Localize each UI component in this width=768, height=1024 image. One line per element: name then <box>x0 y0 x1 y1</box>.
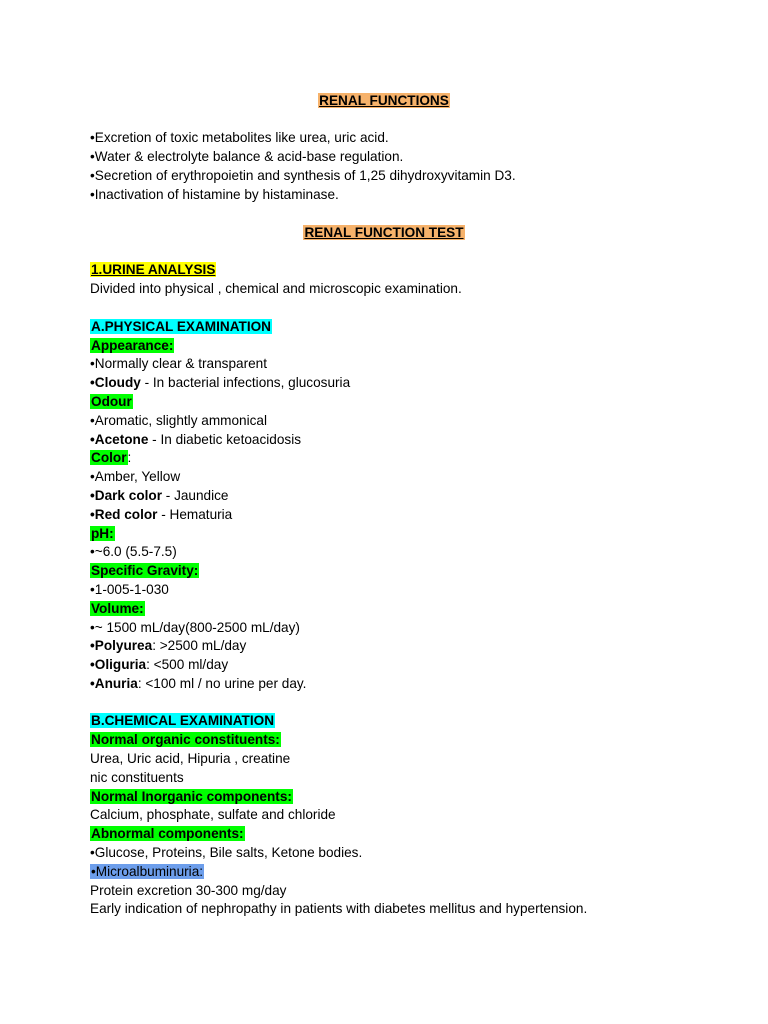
volume-item <box>90 637 246 655</box>
color-item <box>90 487 229 505</box>
physical-examination-heading-text: A.PHYSICAL EXAMINATION <box>91 319 272 334</box>
renal-function-test-title <box>0 224 768 242</box>
inorganic-components-label-text: Normal Inorganic components: <box>91 789 292 804</box>
volume-item <box>90 675 306 693</box>
chemical-examination-heading-text: B.CHEMICAL EXAMINATION <box>91 713 275 728</box>
abnormal-item: •Glucose, Proteins, Bile salts, Ketone bodies. <box>90 845 363 860</box>
organic-constituents-label <box>90 731 281 749</box>
urine-analysis-heading <box>90 261 216 279</box>
microalbuminuria-label <box>90 863 204 881</box>
abnormal-components-label <box>90 825 245 843</box>
odour-item <box>90 431 301 449</box>
appearance-term: •Cloudy <box>90 375 141 390</box>
volume-term: •Oliguria <box>90 657 147 672</box>
appearance-label-text: Appearance: <box>91 338 174 353</box>
volume-item: •~ 1500 mL/day(800-2500 mL/day) <box>90 620 300 635</box>
appearance-label <box>90 337 174 355</box>
color-item <box>90 506 232 524</box>
function-item: •Secretion of erythropoietin and synthesis of 1,25 dihydroxyvitamin D3. <box>90 168 516 183</box>
color-term: •Red color <box>90 507 158 522</box>
microalbuminuria-item: Early indication of nephropathy in patients with diabetes mellitus and hypertension. <box>90 901 588 916</box>
volume-desc: : >2500 mL/day <box>152 638 247 653</box>
ph-item: •~6.0 (5.5-7.5) <box>90 544 177 559</box>
microalbuminuria-label-text: •Microalbuminuria: <box>91 864 204 879</box>
organic-item: nic constituents <box>90 770 184 785</box>
renal-functions-title-text: RENAL FUNCTIONS <box>319 93 449 108</box>
organic-constituents-label-text: Normal organic constituents: <box>91 732 280 747</box>
ph-label <box>90 525 115 543</box>
appearance-item <box>90 374 350 392</box>
volume-item <box>90 656 228 674</box>
volume-desc: : <500 ml/day <box>146 657 229 672</box>
specific-gravity-label-text: Specific Gravity: <box>91 563 199 578</box>
urine-analysis-intro: Divided into physical , chemical and microscopic examination. <box>90 281 462 296</box>
color-label-text: Color <box>91 450 127 465</box>
physical-examination-heading <box>90 318 272 336</box>
microalbuminuria-item: Protein excretion 30-300 mg/day <box>90 883 287 898</box>
color-label <box>90 449 131 467</box>
inorganic-item: Calcium, phosphate, sulfate and chloride <box>90 807 336 822</box>
volume-desc: : <100 ml / no urine per day. <box>137 676 307 691</box>
appearance-desc: - In bacterial infections, glucosuria <box>140 375 351 390</box>
function-item: •Excretion of toxic metabolites like urea, uric acid. <box>90 130 389 145</box>
color-desc: - Jaundice <box>162 488 229 503</box>
urine-analysis-heading-text: 1.URINE ANALYSIS <box>91 262 216 277</box>
volume-label <box>90 600 145 618</box>
color-term: •Dark color <box>90 488 162 503</box>
specific-gravity-item: •1-005-1-030 <box>90 582 169 597</box>
function-item: •Inactivation of histamine by histaminase. <box>90 187 339 202</box>
renal-function-test-title-text: RENAL FUNCTION TEST <box>304 225 464 240</box>
specific-gravity-label <box>90 562 199 580</box>
volume-label-text: Volume: <box>91 601 144 616</box>
volume-term: •Polyurea <box>90 638 153 653</box>
organic-item: Urea, Uric acid, Hipuria , creatine <box>90 751 291 766</box>
appearance-item: •Normally clear & transparent <box>90 356 268 371</box>
ph-label-text: pH: <box>91 526 114 541</box>
volume-term: •Anuria <box>90 676 138 691</box>
chemical-examination-heading <box>90 712 275 730</box>
odour-label <box>90 393 133 411</box>
odour-desc: - In diabetic ketoacidosis <box>148 432 302 447</box>
color-desc: - Hematuria <box>157 507 233 522</box>
renal-functions-title <box>0 92 768 110</box>
abnormal-components-label-text: Abnormal components: <box>91 826 244 841</box>
inorganic-components-label <box>90 788 293 806</box>
odour-label-text: Odour <box>91 394 132 409</box>
function-item: •Water & electrolyte balance & acid-base regulation. <box>90 149 404 164</box>
odour-item: •Aromatic, slightly ammonical <box>90 413 267 428</box>
color-item: •Amber, Yellow <box>90 469 181 484</box>
color-label-colon: : <box>127 450 132 465</box>
odour-term: •Acetone <box>90 432 149 447</box>
